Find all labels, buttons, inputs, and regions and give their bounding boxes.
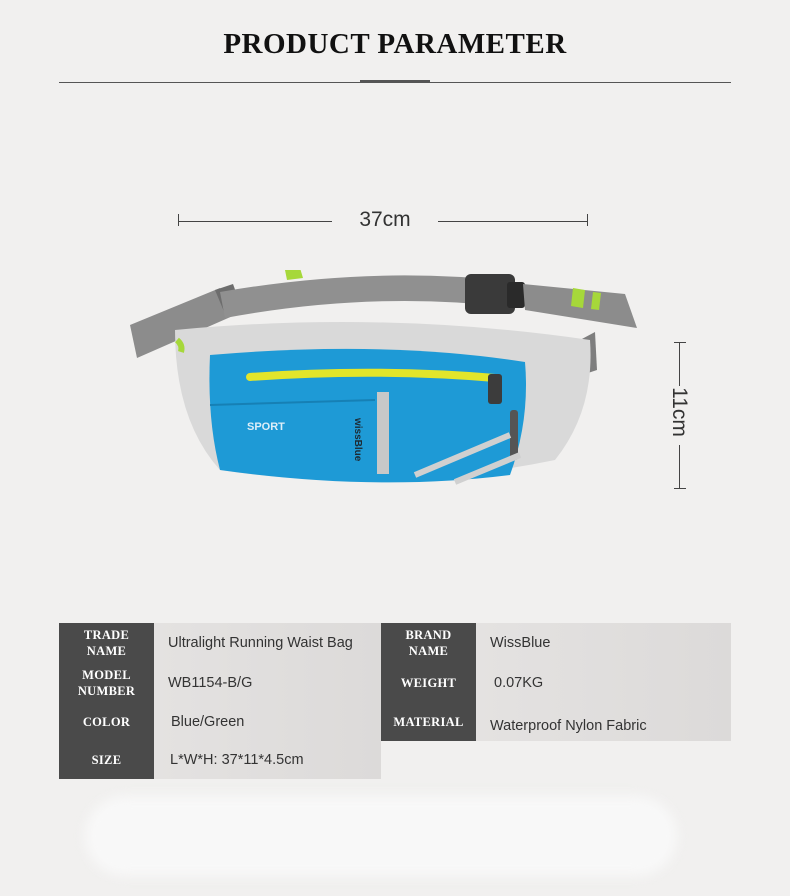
zipper-tab: [510, 410, 518, 460]
height-dimension-line-bottom: [679, 445, 680, 488]
spec-value-weight: 0.07KG: [476, 663, 731, 703]
width-dimension-label: 37cm: [359, 208, 411, 231]
strap-reflective-stripe-right: [571, 288, 585, 308]
title-divider-accent: [360, 80, 430, 83]
height-dimension-line-top: [679, 342, 680, 386]
height-dimension-tick-bottom: [674, 488, 686, 489]
spec-value-color: Blue/Green: [154, 703, 381, 741]
page-title: PRODUCT PARAMETER: [223, 28, 567, 60]
spec-key-size: SIZE: [59, 741, 154, 779]
pocket-label: SPORT: [247, 421, 285, 433]
spec-key-weight: WEIGHT: [381, 663, 476, 703]
buckle-clip: [507, 282, 525, 308]
width-dimension-tick-right: [587, 214, 588, 226]
spec-key-color: COLOR: [59, 703, 154, 741]
bottom-blur-panel: [85, 796, 677, 876]
width-dimension-tick-left: [178, 214, 179, 226]
spec-value-size: L*W*H: 37*11*4.5cm: [154, 741, 381, 779]
height-dimension-tick-top: [674, 342, 686, 343]
width-dimension-line-left: [178, 221, 332, 222]
spec-table: [59, 623, 731, 783]
spec-value-brand-name: WissBlue: [476, 623, 731, 663]
spec-key-brand-name: BRAND NAME: [381, 623, 476, 663]
reflective-strip: [377, 392, 389, 474]
waist-bag-image: [125, 270, 645, 500]
brand-tag: wissBlue: [352, 418, 363, 462]
spec-key-material: MATERIAL: [381, 703, 476, 741]
zipper-pull-icon: [488, 374, 502, 404]
strap-reflective-stripe: [285, 270, 303, 280]
height-dimension-label: 11cm: [668, 387, 691, 437]
spec-key-model-number: MODEL NUMBER: [59, 663, 154, 703]
spec-key-trade-name: TRADE NAME: [59, 623, 154, 663]
spec-value-material: Waterproof Nylon Fabric: [476, 703, 731, 741]
spec-value-trade-name: Ultralight Running Waist Bag: [154, 623, 381, 663]
width-dimension-line-right: [438, 221, 588, 222]
spec-value-model-number: WB1154-B/G: [154, 663, 381, 703]
